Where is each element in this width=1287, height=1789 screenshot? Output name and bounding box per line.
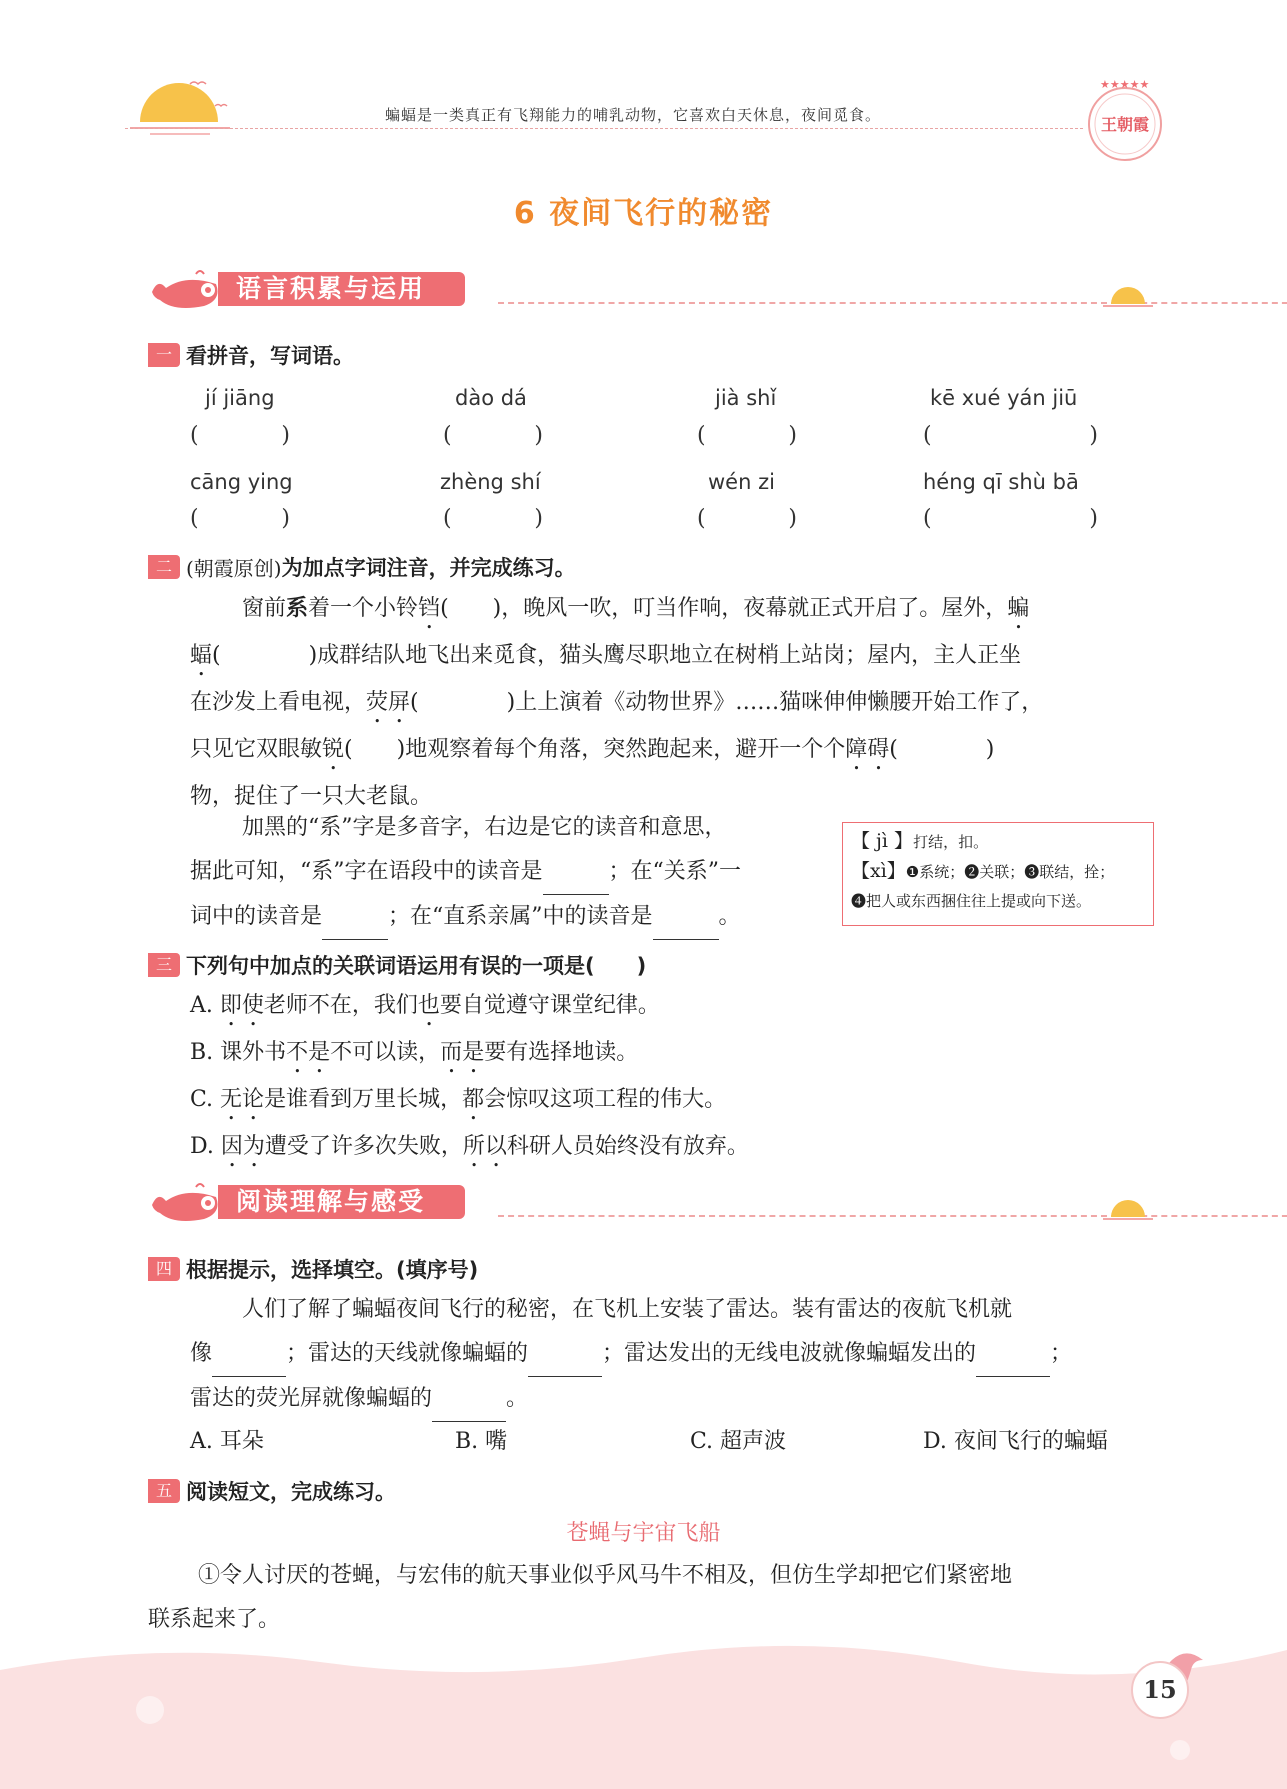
fill-blank[interactable] bbox=[653, 895, 719, 940]
choice-c[interactable]: C. 无论是谁看到万里长城，都会惊叹这项工程的伟大。 bbox=[190, 1087, 727, 1112]
bold-char: 系 bbox=[286, 595, 309, 621]
fill-passage: 人们了解了蝙蝠夜间飞行的秘密，在飞机上安装了雷达。装有雷达的夜航飞机就 像 ；雷达的天线就像蝙蝠的 ；雷达发出的无线电波就像蝙蝠发出的 ； 雷达的荧光屏就像蝙蝠的 。 bbox=[190, 1288, 1160, 1422]
fill-blank[interactable] bbox=[212, 1332, 286, 1377]
article-title: 苍蝇与宇宙飞船 bbox=[566, 1521, 721, 1546]
question-title: 根据提示，选择填空。(填序号) bbox=[186, 1258, 479, 1282]
choice-list bbox=[190, 984, 1150, 1172]
option: A. 耳朵 bbox=[190, 1429, 264, 1454]
pinyin: zhèng shí bbox=[440, 470, 541, 494]
dotted-char: 蝙 bbox=[1007, 596, 1030, 621]
question-title: 下列句中加点的关联词语运用有误的一项是( ) bbox=[186, 954, 647, 978]
answer-bracket[interactable]: ( ) bbox=[190, 423, 290, 448]
whale-icon bbox=[148, 1183, 228, 1223]
fill-blank[interactable] bbox=[322, 895, 388, 940]
dotted-char: 铛 bbox=[418, 596, 441, 621]
question-title: 看拼音，写词语。 bbox=[186, 344, 354, 368]
fill-blank[interactable] bbox=[976, 1332, 1050, 1377]
small-sun-icon bbox=[1103, 1189, 1153, 1223]
answer-bracket[interactable]: ( ) bbox=[190, 506, 290, 531]
article-text: ①令人讨厌的苍蝇，与宏伟的航天事业似乎风马牛不相及，但仿生学却把它们紧密地 联系起来了。 bbox=[148, 1563, 1013, 1632]
brand-logo-text: 王朝霞 bbox=[1100, 115, 1149, 134]
polyphone-exercise: 加黑的“系”字是多音字，右边是它的读音和意思， 据此可知，“系”字在语段中的读音是 ；在“关系”一 词中的读音是 ；在“直系亲属”中的读音是 。 bbox=[190, 806, 830, 940]
dotted-char: 锐 bbox=[322, 737, 345, 762]
section-divider bbox=[498, 1215, 1287, 1217]
question-title: 阅读短文，完成练习。 bbox=[186, 1480, 396, 1504]
passage: 窗前系着一个小铃铛( )，晚风一吹，叮当作响，夜幕就正式开启了。屋外，蝙 蝠( )成群结队地飞出来觅食，猫头鹰尽职地立在树梢上站岗；屋内，主人正坐 在沙发上看电视，荧屏( )上上演着《动物世界》……猫咪伸伸懒腰开始工作了， 只见它双眼敏锐( )地观察着每个角落，突然跑起来，避开一个个障碍( ) 物，捉住了一只大老鼠。 bbox=[190, 595, 1044, 809]
header-divider bbox=[125, 128, 1083, 129]
dotted-char: 蝠 bbox=[190, 643, 213, 668]
pinyin: jià shǐ bbox=[715, 386, 777, 410]
svg-text:★★★★★: ★★★★★ bbox=[1100, 78, 1150, 91]
pinyin: jí jiāng bbox=[205, 386, 275, 410]
option: C. 超声波 bbox=[690, 1429, 787, 1454]
whale-icon bbox=[148, 270, 228, 310]
fill-blank[interactable] bbox=[528, 1332, 602, 1377]
pinyin: héng qī shù bā bbox=[923, 470, 1079, 494]
pinyin: cāng ying bbox=[190, 470, 293, 494]
section-banner-1 bbox=[148, 270, 1158, 310]
question-4-header bbox=[148, 1254, 478, 1284]
question-title: 为加点字词注音，并完成练习。 bbox=[281, 556, 576, 580]
section-banner-2 bbox=[148, 1183, 1158, 1223]
answer-bracket[interactable]: ( ) bbox=[923, 506, 1098, 531]
answer-bracket[interactable]: ( ) bbox=[697, 506, 797, 531]
answer-bracket[interactable]: ( ) bbox=[443, 506, 543, 531]
lesson-title: 6 夜间飞行的秘密 bbox=[513, 196, 774, 231]
answer-bracket[interactable]: ( ) bbox=[443, 423, 543, 448]
choice-b[interactable]: B. 课外书不是不可以读，而是要有选择地读。 bbox=[190, 1040, 639, 1065]
question-number: 五 bbox=[148, 1479, 180, 1503]
page-number: 15 bbox=[1131, 1661, 1189, 1719]
pinyin: dào dá bbox=[455, 386, 527, 410]
question-source: (朝霞原创) bbox=[186, 556, 282, 581]
question-number: 二 bbox=[148, 555, 180, 579]
dictionary-box: 【 jì 】打结，扣。 【xì】❶系统；❷关联；❸联结，拴； ❹把人或东西捆住往上提或向下送。 bbox=[842, 822, 1154, 926]
dotted-char: 荧屏 bbox=[366, 690, 411, 715]
brand-logo bbox=[1082, 76, 1168, 162]
choice-d[interactable]: D. 因为遭受了许多次失败，所以科研人员始终没有放弃。 bbox=[190, 1134, 749, 1159]
answer-bracket[interactable]: ( ) bbox=[923, 423, 1098, 448]
answer-bracket[interactable]: ( ) bbox=[697, 423, 797, 448]
fill-blank[interactable] bbox=[543, 850, 609, 895]
question-number: 一 bbox=[148, 343, 180, 367]
section-title: 阅读理解与感受 bbox=[218, 1185, 465, 1219]
footer-wave bbox=[0, 1640, 1287, 1789]
pinyin: wén zi bbox=[708, 470, 775, 494]
option: D. 夜间飞行的蝙蝠 bbox=[923, 1429, 1108, 1454]
section-title: 语言积累与运用 bbox=[218, 272, 465, 306]
option: B. 嘴 bbox=[455, 1429, 508, 1454]
section-divider bbox=[498, 302, 1287, 304]
header-motto: 蝙蝠是一类真正有飞翔能力的哺乳动物，它喜欢白天休息，夜间觅食。 bbox=[385, 106, 882, 124]
question-number: 四 bbox=[148, 1257, 180, 1281]
question-3-header bbox=[148, 950, 646, 980]
question-number: 三 bbox=[148, 953, 180, 977]
dotted-char: 障碍 bbox=[845, 737, 890, 762]
fill-blank[interactable] bbox=[432, 1377, 506, 1422]
choice-a[interactable]: A. 即使老师不在，我们也要自觉遵守课堂纪律。 bbox=[190, 993, 660, 1018]
pinyin: kē xué yán jiū bbox=[930, 386, 1078, 410]
small-sun-icon bbox=[1103, 276, 1153, 310]
question-2-header bbox=[148, 552, 576, 582]
question-5-header bbox=[148, 1476, 396, 1506]
question-1-header bbox=[148, 340, 354, 370]
